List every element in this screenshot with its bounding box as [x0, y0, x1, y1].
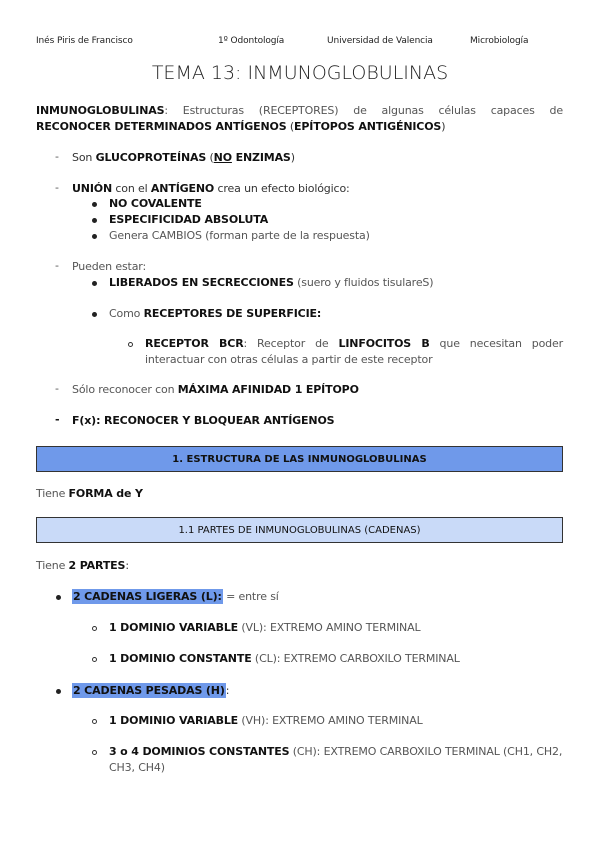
header-course: 1º Odontología: [218, 36, 285, 46]
cadenas-pesadas: 2 CADENAS PESADAS (H):: [73, 684, 230, 697]
bullet-dot: [92, 312, 97, 317]
bullet-dot: [56, 595, 61, 600]
forma-text: Tiene FORMA de Y: [36, 487, 143, 500]
pueden-liberados: LIBERADOS EN SECRECCIONES (suero y fluidos tisulareS): [109, 276, 434, 289]
cadenas-ligeras: 2 CADENAS LIGERAS (L): = entre sí: [73, 590, 279, 603]
dash-bullet: -: [55, 181, 59, 194]
dash-bullet: -: [55, 413, 60, 426]
pesadas-dominio-variable: 1 DOMINIO VARIABLE (VH): EXTREMO AMINO TERMINAL: [109, 714, 423, 727]
intro-line-2: RECONOCER DETERMINADOS ANTÍGENOS (EPÍTOPOS ANTIGÉNICOS): [36, 120, 446, 133]
header-subject: Microbiología: [470, 36, 529, 46]
ligeras-dominio-variable: 1 DOMINIO VARIABLE (VL): EXTREMO AMINO TERMINAL: [109, 621, 421, 634]
union-sub-2: ESPECIFICIDAD ABSOLUTA: [109, 213, 269, 226]
bullet-ring: [92, 657, 97, 662]
bullet-dot: [92, 202, 97, 207]
pesadas-dominios-constantes: 3 o 4 DOMINIOS CONSTANTES (CH): EXTREMO CARBOXILO TERMINAL (CH1, CH2,: [109, 745, 563, 758]
dash-bullet: -: [55, 382, 59, 395]
item-union: UNIÓN con el ANTÍGENO crea un efecto biológico:: [72, 182, 350, 195]
item-solo: Sólo reconocer con MÁXIMA AFINIDAD 1 EPÍTOPO: [72, 383, 359, 396]
dash-bullet: -: [55, 150, 59, 163]
bullet-dot: [56, 689, 61, 694]
header-author: Inés Piris de Francisco: [36, 36, 133, 46]
item-fx: F(x): RECONOCER Y BLOQUEAR ANTÍGENOS: [72, 414, 335, 427]
bullet-dot: [92, 234, 97, 239]
section-1-1-heading: 1.1 PARTES DE INMUNOGLOBULINAS (CADENAS): [36, 517, 563, 543]
union-sub-3: Genera CAMBIOS (forman parte de la respuesta): [109, 229, 370, 242]
pueden-como: Como RECEPTORES DE SUPERFICIE:: [109, 307, 322, 320]
partes-text: Tiene 2 PARTES:: [36, 559, 129, 572]
header-university: Universidad de Valencia: [327, 36, 433, 46]
bcr-line-1: RECEPTOR BCR: Receptor de LINFOCITOS B que necesitan poder: [145, 337, 563, 350]
section-1-heading: 1. ESTRUCTURA DE LAS INMUNOGLOBULINAS: [36, 446, 563, 472]
bcr-line-2: interactuar con otras células a partir de este receptor: [145, 353, 433, 366]
item-glycoprotein: Son GLUCOPROTEÍNAS (NO ENZIMAS): [72, 151, 295, 164]
bullet-ring: [92, 719, 97, 724]
bullet-ring: [128, 342, 133, 347]
pesadas-dominios-constantes-cont: CH3, CH4): [109, 761, 165, 774]
bullet-dot: [92, 281, 97, 286]
union-sub-1: NO COVALENTE: [109, 197, 202, 210]
bullet-dot: [92, 218, 97, 223]
bullet-ring: [92, 750, 97, 755]
ligeras-dominio-constante: 1 DOMINIO CONSTANTE (CL): EXTREMO CARBOXILO TERMINAL: [109, 652, 460, 665]
page-title: TEMA 13: INMUNOGLOBULINAS: [151, 62, 449, 84]
bullet-ring: [92, 626, 97, 631]
dash-bullet: -: [55, 259, 59, 272]
item-pueden-label: Pueden estar:: [72, 260, 147, 273]
intro-line-1: INMUNOGLOBULINAS: Estructuras (RECEPTORES) de algunas células capaces de: [36, 104, 563, 117]
